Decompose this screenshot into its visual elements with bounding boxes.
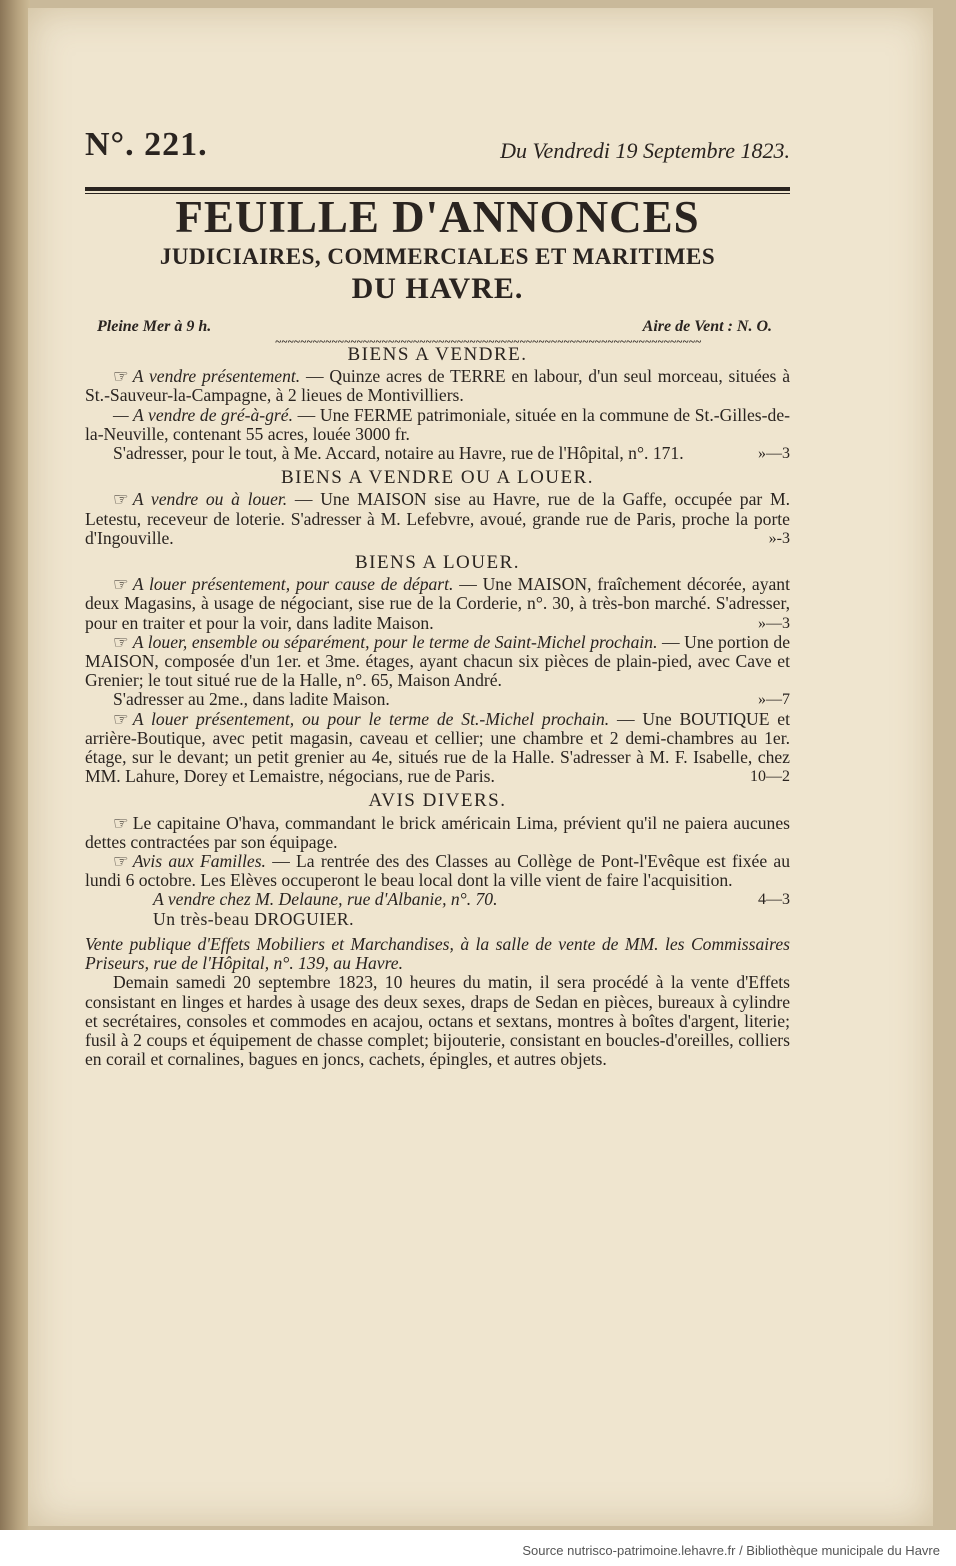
ad-avis-3-item: Un très-beau DROGUIER. <box>153 908 355 929</box>
pointing-hand-icon: ☞ <box>113 574 129 595</box>
ad-vendre-louer-1: ☞ A vendre ou à louer. — Une MAISON sise au Havre, rue de la Gaffe, occupée par M. Letestu, receveur de loterie. S'adresser à M. Lefebvre, avoué, grande rue de Paris, proche la porte d'Ingouville. »-3 <box>85 489 790 548</box>
newspaper-place: DU HAVRE. <box>351 272 524 305</box>
newspaper-subtitle: JUDICIAIRES, COMMERCIALES ET MARITIMES <box>159 244 716 269</box>
issue-date: Du Vendredi 19 Septembre 1823. <box>500 138 790 163</box>
newspaper-column <box>85 126 791 1070</box>
section-heading-biens-a-louer: BIENS A LOUER. <box>354 552 521 574</box>
newspaper-title: FEUILLE D'ANNONCES <box>175 192 700 242</box>
pointing-hand-icon: ☞ <box>113 812 129 833</box>
ad-reference: »-3 <box>768 529 790 547</box>
issue-number: N°. 221. <box>85 126 208 163</box>
ad-reference: »—3 <box>758 445 790 463</box>
ad-reference: »—7 <box>758 691 790 709</box>
pointing-hand-icon: ☞ <box>113 489 129 510</box>
pointing-hand-icon: ☞ <box>113 366 129 387</box>
ad-biens-vendre-2-contact: S'adresser, pour le tout, à Me. Accard, notaire au Havre, rue de l'Hôpital, n°. 171. »—3 <box>113 443 790 464</box>
vente-publique-heading: Vente publique d'Effets Mobiliers et Marchandises, à la salle de vente de MM. les Commissaires Priseurs, rue de l'Hôpital, n°. 139, au Havre. <box>85 933 790 974</box>
pointing-hand-icon: ☞ <box>113 631 129 652</box>
ad-avis-1: ☞ Le capitaine O'hava, commandant le brick américain Lima, prévient qu'il ne paiera aucunes dettes contractées par son équipage. <box>85 812 790 852</box>
tide-info: Pleine Mer à 9 h. <box>97 318 212 335</box>
masthead <box>85 126 790 348</box>
section-heading-avis-divers: AVIS DIVERS. <box>368 790 507 812</box>
vente-publique-text: Demain samedi 20 septembre 1823, 10 heures du matin, il sera procédé à la vente d'Effets consistant en linges et hardes à usage des deux sexes, draps de Sedan en pièces, bureaux à cylindre et secrétaires, consoles et commodes en acajou, octans et sextans, montres à boîtes d'argent, literie; fusil à 2 coups et équipement de chasse complet; bijouterie, consistant en boucles-d'oreilles, colliers en corail et cornalines, bagues en joncs, cachets, épingles, et autres objets. <box>85 972 790 1070</box>
ad-louer-1: ☞ A louer présentement, pour cause de départ. — Une MAISON, fraîchement décorée, ayant deux Magasins, à usage de négociant, sise rue de la Corderie, n°. 30, à très-bon marché. S'adresser, pour en traiter et pour la voir, dans ladite Maison. »—3 <box>85 574 790 633</box>
section-heading-biens-a-vendre: BIENS A VENDRE. <box>347 344 528 365</box>
ad-reference: 10—2 <box>750 768 790 786</box>
source-credit: Source nutrisco-patrimoine.lehavre.fr / Bibliothèque municipale du Havre <box>522 1543 940 1558</box>
ad-biens-vendre-1: ☞ A vendre présentement. — Quinze acres de TERRE en labour, d'un seul morceau, situées à St.-Sauveur-la-Campagne, à 2 lieues de Montivilliers. <box>85 366 791 406</box>
book-spine <box>0 0 30 1530</box>
wavy-divider: ~~~~~~~~~~~~~~~~~~~~~~~~~~~~~~~~~~~~~~~~~~~~~~~~~~~~~~~~~~~~~~~~~~~~ <box>275 336 702 348</box>
pointing-hand-icon: ☞ <box>113 708 129 729</box>
ad-louer-3: ☞ A louer présentement, ou pour le terme de St.-Michel prochain. — Une BOUTIQUE et arrière-Boutique, avec petit magasin, caveau et cellier; une chambre et 2 demi-chambres au 1er. étage, sur le devant; un petit grenier au 4e, situés rue de la Halle. S'adresser à M. F. Isabelle, chez MM. Lahure, Dorey et Lemaistre, négocians, rue de Paris. 10—2 <box>85 708 790 787</box>
ad-biens-vendre-2: — A vendre de gré-à-gré. — Une FERME patrimoniale, située en la commune de St.-Gilles-de-la-Neuville, contenant 55 acres, louée 3000 fr. <box>85 404 790 444</box>
section-heading-vendre-ou-louer: BIENS A VENDRE OU A LOUER. <box>280 467 595 489</box>
ad-reference: 4—3 <box>758 891 790 909</box>
ad-avis-2: ☞ Avis aux Familles. — La rentrée des des Classes au Collège de Pont-l'Evêque est fixée au lundi 6 octobre. Les Elèves occuperont le beau local dont la ville vient de faire l'acquisition. 4—3 <box>85 851 790 909</box>
masthead-rule <box>85 187 790 191</box>
ad-louer-2: ☞ A louer, ensemble ou séparément, pour le terme de Saint-Michel prochain. — Une portion de MAISON, composée d'un 1er. et 3me. étages, ayant chacun six pièces de plain-pied, avec Cave et Grenier; le tout situé rue de la Halle, n°. 65, Maison André. <box>85 631 790 691</box>
wind-info: Aire de Vent : N. O. <box>642 318 772 335</box>
ad-reference: »—3 <box>758 614 790 632</box>
ad-louer-2-contact: S'adresser au 2me., dans ladite Maison. »—7 <box>113 689 790 710</box>
ad-avis-3: A vendre chez M. Delaune, rue d'Albanie, n°. 70. <box>153 889 498 910</box>
pointing-hand-icon: ☞ <box>113 851 129 872</box>
